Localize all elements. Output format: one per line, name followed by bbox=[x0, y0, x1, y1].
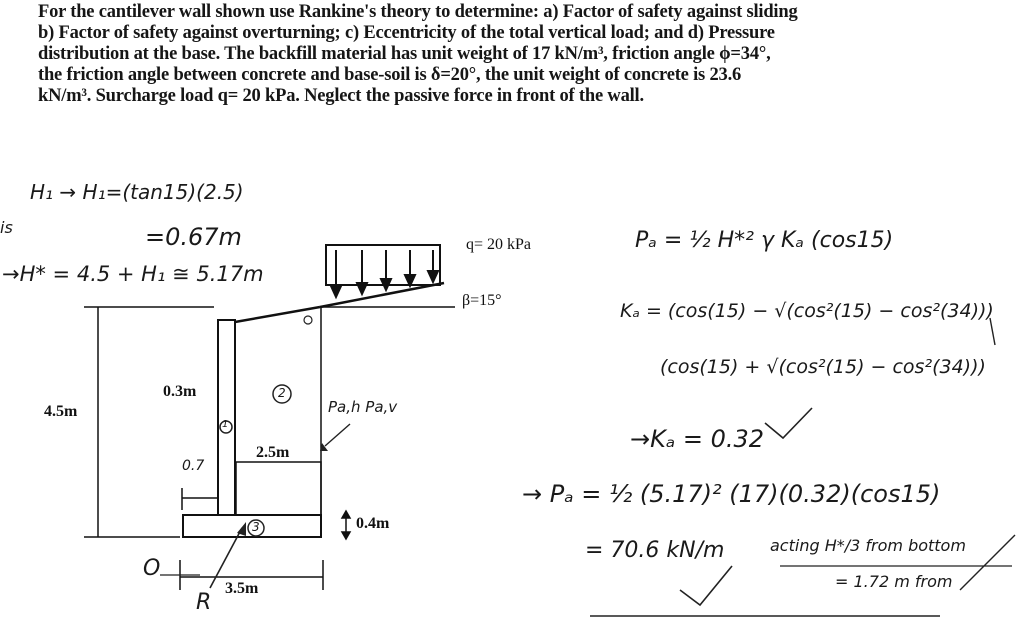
h1-value: =0.67m bbox=[145, 223, 242, 251]
stem-label: 0.3m bbox=[163, 383, 197, 400]
point-o-label: O bbox=[143, 556, 161, 581]
pa-formula: Pₐ = ½ H*² γ Kₐ (cos15) bbox=[635, 228, 894, 253]
problem-line: b) Factor of safety against overturning; c) Eccentricity of the total vertical load; and d) Pressure bbox=[38, 23, 775, 43]
region-2-label: 2 bbox=[278, 386, 286, 400]
problem-line: kN/m³. Surcharge load q= 20 kPa. Neglect the passive force in front of the wall. bbox=[38, 86, 644, 106]
pa-arrow bbox=[325, 424, 350, 446]
base-thickness-label: 0.4m bbox=[356, 515, 390, 532]
margin-note: is bbox=[0, 218, 13, 237]
arrow-note: Pa,h Pa,v bbox=[328, 398, 398, 416]
pa-check-mark bbox=[680, 566, 732, 605]
point-r-label: R bbox=[196, 590, 212, 615]
pa-calculation: → Pₐ = ½ (5.17)² (17)(0.32)(cos15) bbox=[522, 480, 941, 508]
ka-bracket bbox=[990, 318, 995, 345]
problem-line: the friction angle between concrete and base-soil is δ=20°, the unit weight of concrete is 23.6 bbox=[38, 65, 742, 85]
base-thickness-dimension bbox=[342, 511, 350, 539]
ka-check-mark bbox=[765, 408, 812, 438]
base-width-label: 3.5m bbox=[225, 580, 259, 597]
hstar-value: →H* = 4.5 + H₁ ≅ 5.17m bbox=[2, 262, 264, 286]
problem-line: distribution at the base. The backfill material has unit weight of 17 kN/m³, friction angle ϕ=34°, bbox=[38, 44, 771, 64]
beta-label: β=15° bbox=[462, 292, 502, 309]
backfill-slope bbox=[235, 307, 320, 322]
region-3-label: 3 bbox=[252, 520, 260, 534]
problem-line: For the cantilever wall shown use Rankine's theory to determine: a) Factor of safety against sliding bbox=[38, 2, 798, 22]
height-label: 4.5m bbox=[44, 403, 78, 420]
ka-value: →Kₐ = 0.32 bbox=[630, 425, 765, 453]
ka-formula-numerator: Kₐ = (cos(15) − √(cos²(15) − cos²(34))) bbox=[620, 300, 994, 322]
surcharge-label: q= 20 kPa bbox=[466, 236, 532, 253]
soil-block bbox=[236, 462, 321, 515]
surcharge-arrows bbox=[331, 250, 438, 297]
toe-label: 0.7 bbox=[182, 458, 205, 474]
heel-label: 2.5m bbox=[256, 444, 290, 461]
pa-result: = 70.6 kN/m bbox=[585, 538, 725, 563]
slope-point-circle bbox=[304, 316, 312, 324]
h1-formula: H₁ → H₁=(tan15)(2.5) bbox=[30, 180, 244, 204]
pa-note: acting H*/3 from bottom bbox=[770, 536, 966, 555]
ka-formula-denominator: (cos(15) + √(cos²(15) − cos²(34))) bbox=[660, 356, 986, 378]
pa-slash bbox=[960, 535, 1015, 590]
region-1-label: 1 bbox=[222, 419, 229, 430]
wall-stem bbox=[218, 320, 235, 515]
height-dimension bbox=[84, 307, 214, 537]
pa-note-2: = 1.72 m from bbox=[835, 572, 953, 591]
